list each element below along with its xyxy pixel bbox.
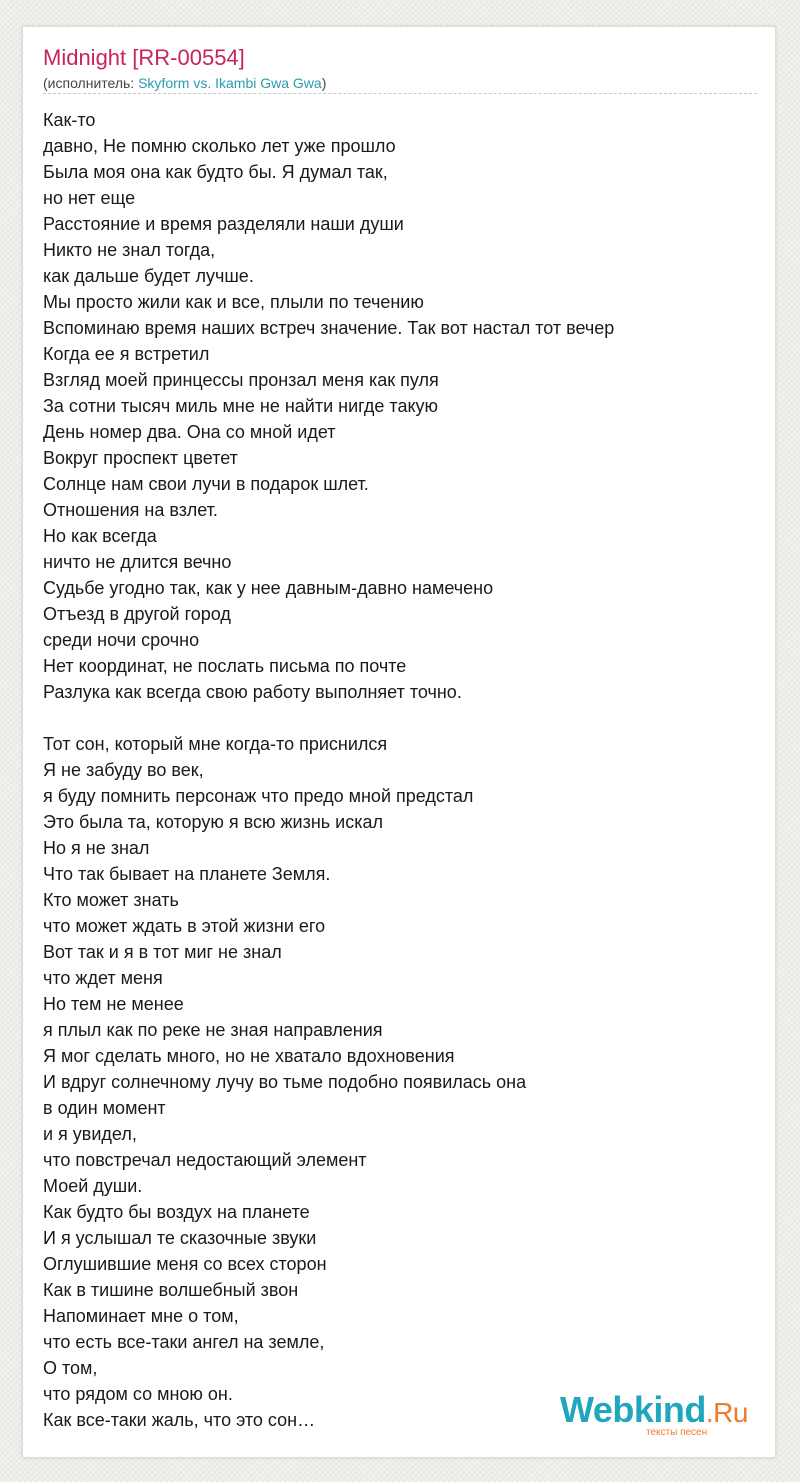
lyric-line: что повстречал недостающий элемент — [43, 1150, 367, 1170]
lyrics-text — [43, 107, 757, 1433]
lyric-line: Когда ее я встретил — [43, 344, 210, 364]
stanza-1 — [43, 107, 757, 705]
page-title: Midnight [RR-00554] — [43, 45, 245, 70]
lyric-line: Как все-таки жаль, что это сон… — [43, 1410, 316, 1430]
lyric-line: Судьбе угодно так, как у нее давным-давно намечено — [43, 578, 494, 598]
lyric-line: Расстояние и время разделяли наши души — [43, 214, 404, 234]
site-logo[interactable] — [560, 1389, 756, 1438]
lyric-line: Кто может знать — [43, 890, 179, 910]
lyric-line: как дальше будет лучше. — [43, 266, 254, 286]
lyric-line: Моей души. — [43, 1176, 143, 1196]
lyric-line: что рядом со мною он. — [43, 1384, 233, 1404]
stanza-gap — [43, 705, 757, 731]
lyric-line: Взгляд моей принцессы пронзал меня как пуля — [43, 370, 439, 390]
lyric-line: Я мог сделать много, но не хватало вдохновения — [43, 1046, 455, 1066]
lyric-line: Как в тишине волшебный звон — [43, 1280, 299, 1300]
lyric-line: Это была та, которую я всю жизнь искал — [43, 812, 383, 832]
lyric-line: Вокруг проспект цветет — [43, 448, 238, 468]
lyric-line: Но я не знал — [43, 838, 150, 858]
lyrics-card — [22, 26, 776, 1458]
lyric-line: давно, Не помню сколько лет уже прошло — [43, 136, 396, 156]
lyric-line: и я увидел, — [43, 1124, 137, 1144]
lyric-line: Отношения на взлет. — [43, 500, 218, 520]
artist-link[interactable]: Skyform vs. Ikambi Gwa Gwa — [138, 75, 322, 91]
lyric-line: Как будто бы воздух на планете — [43, 1202, 310, 1222]
performer-suffix: ) — [321, 75, 327, 91]
lyric-line: Напоминает мне о том, — [43, 1306, 239, 1326]
lyric-line: Отъезд в другой город — [43, 604, 231, 624]
lyric-line: Нет координат, не послать письма по почте — [43, 656, 407, 676]
lyric-line: Как-то — [43, 110, 96, 130]
lyric-line: Была моя она как будто бы. Я думал так, — [43, 162, 388, 182]
lyric-line: Что так бывает на планете Земля. — [43, 864, 331, 884]
stanza-2 — [43, 731, 757, 1433]
lyric-line: И вдруг солнечному лучу во тьме подобно появилась она — [43, 1072, 527, 1092]
lyric-line: но нет еще — [43, 188, 136, 208]
lyric-line: среди ночи срочно — [43, 630, 200, 650]
lyric-line: что есть все-таки ангел на земле, — [43, 1332, 325, 1352]
lyric-line: что ждет меня — [43, 968, 163, 988]
lyric-line: Но тем не менее — [43, 994, 184, 1014]
lyric-line: Я не забуду во век, — [43, 760, 204, 780]
lyric-line: ничто не длится вечно — [43, 552, 232, 572]
lyric-line: Оглушившие меня со всех сторон — [43, 1254, 327, 1274]
lyric-line: Тот сон, который мне когда-то приснился — [43, 734, 388, 754]
lyric-line: Вот так и я в тот миг не знал — [43, 942, 282, 962]
lyric-line: что может ждать в этой жизни его — [43, 916, 326, 936]
lyric-line: День номер два. Она со мной идет — [43, 422, 336, 442]
lyric-line: я буду помнить персонаж что предо мной предстал — [43, 786, 474, 806]
logo-tagline: тексты песен — [646, 1427, 708, 1438]
lyric-line: О том, — [43, 1358, 98, 1378]
lyric-line: Мы просто жили как и все, плыли по течению — [43, 292, 424, 312]
lyric-line: Вспоминаю время наших встреч значение. Так вот настал тот вечер — [43, 318, 615, 338]
lyric-line: Но как всегда — [43, 526, 157, 546]
header-divider — [43, 93, 757, 94]
logo-tld: .Ru — [705, 1397, 748, 1428]
performer-prefix: (исполнитель: — [43, 75, 139, 91]
lyric-line: я плыл как по реке не зная направления — [43, 1020, 383, 1040]
lyric-line: И я услышал те сказочные звуки — [43, 1228, 317, 1248]
lyric-line: Никто не знал тогда, — [43, 240, 216, 260]
lyric-line: в один момент — [43, 1098, 166, 1118]
logo-main-text: Webkind — [560, 1389, 706, 1430]
lyric-line: Солнце нам свои лучи в подарок шлет. — [43, 474, 369, 494]
performer-line — [43, 74, 326, 92]
lyric-line: Разлука как всегда свою работу выполняет точно. — [43, 682, 462, 702]
lyric-line: За сотни тысяч миль мне не найти нигде такую — [43, 396, 439, 416]
